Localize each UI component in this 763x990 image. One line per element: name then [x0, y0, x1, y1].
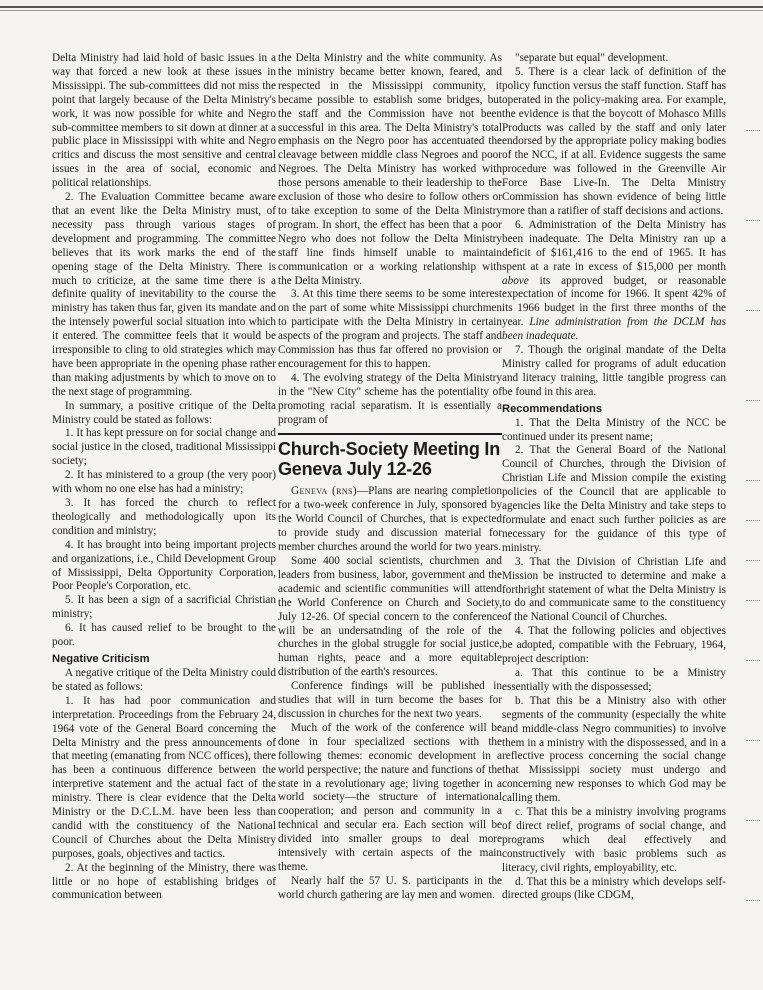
paragraph: Nearly half the 57 U. S. participants in the world church gathering are lay men and women. — [278, 874, 502, 901]
article-title: Church-Society Meeting In Geneva July 12-26 — [278, 433, 502, 479]
list-item: 6. It has caused relief to be brought to the poor. — [52, 622, 276, 649]
list-item: 1. That the Delta Ministry of the NCC be continued under its present name; — [502, 416, 726, 443]
list-item: 3. That the Division of Christian Life and Mission be instructed to determine and make a forthright statement of what the Delta Ministry is to do and communicate same to the constituency of the National Council of Churches. — [502, 555, 726, 624]
column-3 — [502, 52, 726, 903]
list-item: 4. That the following policies and objectives be adopted, compatible with the February, 1964, project description: — [502, 625, 726, 666]
section-heading-recommendations: Recommendations — [502, 402, 603, 415]
list-item: 2. At the beginning of the Ministry, there was little or no hope of establishing bridges of communication between — [52, 861, 276, 902]
paragraph: the Delta Ministry and the white community. As the ministry became better known, feared, and respected in the Mississippi community, it became possible to establish some bridges, but the staff and the Commission have not been successful in this area. The Delta Ministry's total emphasis on the Negro poor has accentuated the cleavage between middle class Negroes and poor Negroes. The Delta Ministry has worked with those persons amenable to their leadership to the exclusion of those who desire to follow others or to take exception to some of the Delta Ministry program. In short, the effect has been that a poor Negro who does not follow the Delta Ministry staff line finds himself unable to maintain communication or a working relationship with the Delta Ministry. — [278, 52, 502, 287]
paragraph: Much of the work of the conference will be done in four specialized sections with the following themes: economic development in a world perspective; the nature and functions of the state in a revolutionary age; living together in a world society—the structure of international cooperation; and person and community in a technical and secular era. Each section will be divided into smaller groups to deal more intensively with certain aspects of the main theme. — [278, 721, 502, 873]
paragraph: 5. There is a clear lack of definition of the policy function versus the staff function. Staff has operated in the policy-making area. For example, the evidence is that the boycott of Mohasco Mills Products was called by the staff and only later endorsed by the appropriate policy making bodies of the NCC, if at all. Evidence suggests the same procedure was followed in the Greenville Air Force Base Live-In. The Delta Ministry Commission has shown evidence of being little more than a ratifier of staff decisions and actions. — [502, 65, 726, 217]
page-edge-artifacts — [744, 60, 762, 980]
paragraph: In summary, a positive critique of the Delta Ministry could be stated as follows: — [52, 399, 276, 426]
list-item: 2. That the General Board of the National Council of Churches, through the Division of Christian Life and Mission compile the existing policies of the Council that are applicable to agencies like the Delta Ministry and take steps to formulate and enact such further policies as are necessary for the guidance of this type of ministry. — [502, 444, 726, 554]
section-heading-negative-criticism: Negative Criticism — [52, 652, 150, 665]
list-item: a. That this continue to be a Ministry essentially with the dispossessed; — [502, 666, 726, 693]
paragraph: 7. Though the original mandate of the Delta Ministry called for programs of adult education and literacy training, little tangible progress can be found in this area. — [502, 344, 726, 398]
paragraph: "separate but equal" development. — [515, 52, 669, 64]
list-item: d. That this be a ministry which develops self-directed groups (like CDGM, — [502, 875, 726, 902]
list-item: c. That this be a ministry involving programs of direct relief, programs of social change, and programs which deal effectively and constructively with basic problems such as literacy, civil rights, employability, etc. — [502, 806, 726, 874]
paragraph: 3. At this time there seems to be some interest on the part of some white Mississippi churchmen to participate with the Delta Ministry in certain aspects of the program and projects. The staff and Commission has thus far offered no provision or encouragement for this to happen. — [278, 288, 502, 370]
lead-text: —Plans are nearing completion for a two-week conference in July, sponsored by the World Council of Churches, that is expected to provide study and discussion material for member churches around the world for two years. — [278, 485, 502, 554]
article-lead-paragraph — [278, 485, 502, 555]
dateline: Geneva (rns) — [291, 485, 357, 498]
text: 6. Administration of the Delta Ministry has been inadequate. The Delta Ministry ran up a deficit of $161,416 to the end of 1965. It has spent at a rate in excess of $15,000 per month — [502, 218, 726, 273]
italic-text: Line administration from the DCLM has been inadequate. — [502, 316, 727, 343]
list-item: 3. It has forced the church to reflect theologically and methodologically upon its condition and ministry; — [52, 497, 276, 537]
paragraph: 2. The Evaluation Committee became aware that an event like the Delta Ministry must, of necessity pass through various stages of development and programming. The committee believes that its work marks the end of the opening stage of the Delta Ministry. There is much to criticize, at the same time there is a definite quality of inevitability to the course the ministry has taken thus far, given its mandate and the intensely powerful social situation into which it entered. The committee feels that it would be irresponsible to cling to old strategies which may have been appropriate in the opening phase rather than making adjustments by which to move on to the next stage of programming. — [52, 191, 276, 398]
text: its approved budget, or reasonable expectation of income for 1966. It spent 42% of its 1966 budget in the first three months of the year. — [502, 274, 726, 329]
column-1 — [52, 52, 276, 903]
paragraph-6 — [502, 219, 726, 344]
list-item: 5. It has been a sign of a sacrificial Christian ministry; — [52, 594, 276, 621]
paragraph: 4. The evolving strategy of the Delta Ministry in the "New City" scheme has the potentiality of promoting racial separatism. It is essentially a program of — [278, 371, 502, 426]
list-item: b. That this be a Ministry also with other segments of the community (especially the white and middle-class Negro communities) to involve them in a ministry with the dispossessed, and in a reflective process concerning the social change that Mississippi society must undergo and concerning new responses to which God may be calling them. — [502, 694, 726, 805]
paragraph: Some 400 social scientists, churchmen and leaders from business, labor, government and the academic and scientific communities will attend the World Conference on Church and Society, July 12-26. Of special concern to the conference will be an undersatnding of the role of the churches in the global struggle for social justice, human rights, peace and a more equitable distribution of the earth's resources. — [278, 555, 502, 679]
list-item: 1. It has had poor communication and interpretation. Proceedings from the February 24, 1964 vote of the General Board concerning the Delta Ministry and the press announcements of that meeting (emanating from NCC offices), there has been a continuous difference between the interpretive statement and the actual fact of the ministry. There is clear evidence that the Delta Ministry or the D.C.L.M. have been less than candid with the constituency of the National Council of Churches about the Delta Ministry purposes, goals, objectives and tactics. — [52, 694, 276, 860]
column-2 — [278, 52, 502, 903]
top-rule — [0, 6, 763, 8]
paragraph: A negative critique of the Delta Ministry could be stated as follows: — [52, 666, 276, 693]
paragraph: Conference findings will be published in studies that will in turn become the bases for discussion in churches for the next two years. — [278, 680, 502, 720]
italic-text: above — [502, 274, 529, 287]
list-item: 1. It has kept pressure on for social change and social justice in the closed, traditional Mississippi society; — [52, 427, 276, 468]
paragraph: Delta Ministry had laid hold of basic issues in a way that forced a new look at these issues in Mississippi. The sub-committees did not miss the point that largely because of the Delta Ministry's work, it was now possible for white and Negro sub-committee members to sit down at dinner at a public place in Mississippi with white and Negro critics and discuss the most sensitive and central issues in the area of social, economic and political relationships. — [52, 52, 276, 190]
top-rule-thin — [0, 10, 763, 11]
list-item: 2. It has ministered to a group (the very poor) with whom no one else has had a ministry; — [52, 469, 276, 496]
list-item: 4. It has brought into being important projects and organizations, i.e., Child Development Group of Mississippi, Delta Opportunity Corporation, Poor People's Corporation, etc. — [52, 538, 276, 593]
